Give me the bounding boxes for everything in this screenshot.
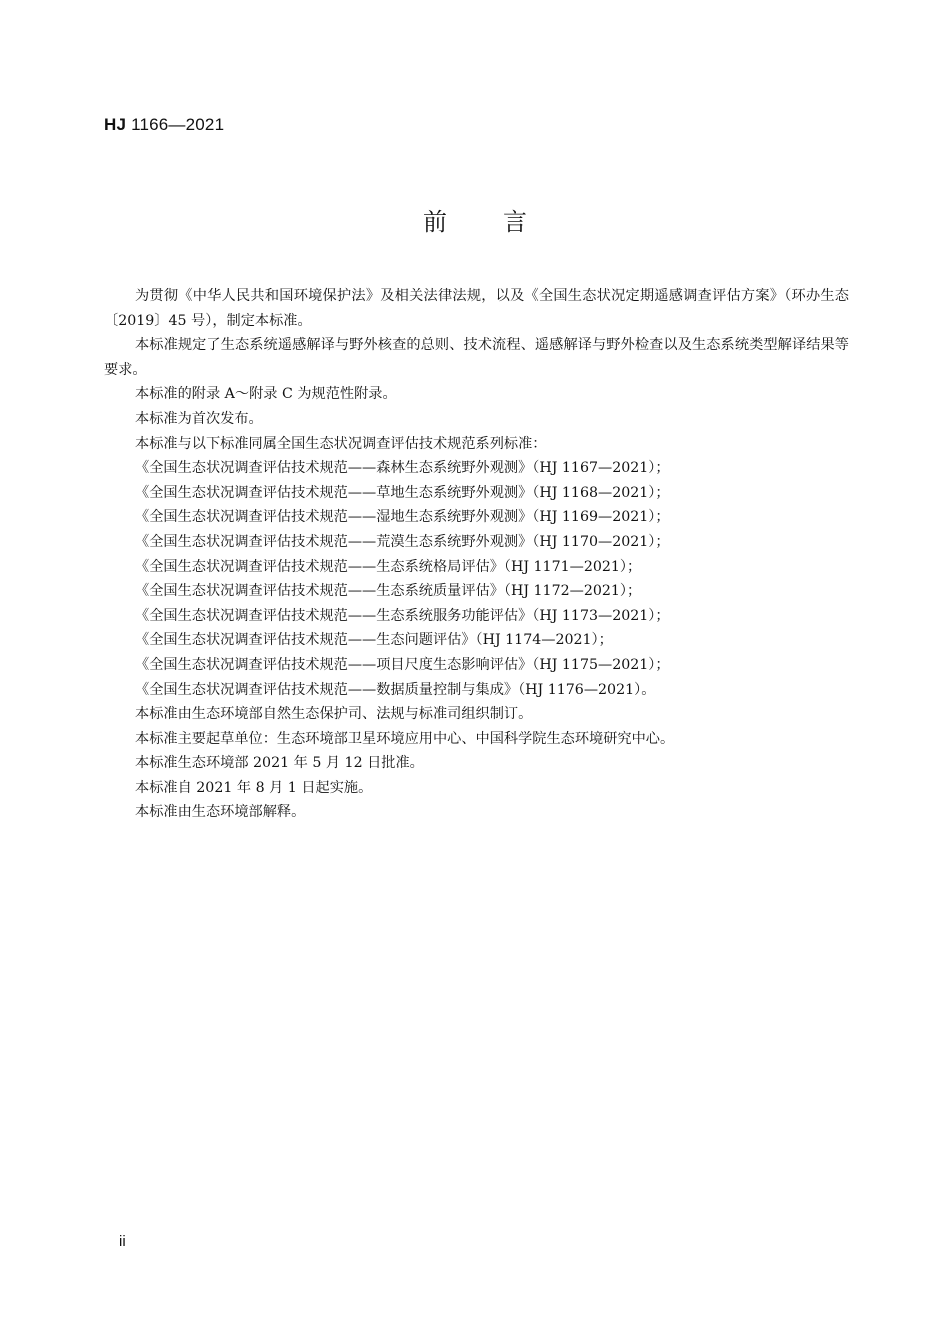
series-standard-item: 《全国生态状况调查评估技术规范——生态系统格局评估》（HJ 1171—2021）；	[135, 558, 642, 575]
document-code	[104, 115, 224, 135]
paragraph-organizer: 本标准由生态环境部自然生态保护司、法规与标准司组织制订。	[135, 706, 533, 723]
series-standard-item: 《全国生态状况调查评估技术规范——荒漠生态系统野外观测》（HJ 1170—2021）；	[135, 533, 670, 550]
paragraph-drafting-units: 本标准主要起草单位：生态环境部卫星环境应用中心、中国科学院生态环境研究中心。	[135, 730, 675, 747]
page-title: 前言	[423, 208, 583, 236]
paragraph-first-issue: 本标准为首次发布。	[135, 410, 263, 427]
series-standard-item: 《全国生态状况调查评估技术规范——生态问题评估》（HJ 1174—2021）；	[135, 632, 613, 649]
series-standard-item: 《全国生态状况调查评估技术规范——生态系统服务功能评估》（HJ 1173—2021）；	[135, 607, 670, 624]
paragraph-purpose: 为贯彻《中华人民共和国环境保护法》及相关法律法规，以及《全国生态状况定期遥感调查评估方案》（环办生态〔2019〕45 号），制定本标准。	[104, 288, 849, 329]
series-standard-item: 《全国生态状况调查评估技术规范——项目尺度生态影响评估》（HJ 1175—2021）；	[135, 656, 670, 673]
series-standard-item: 《全国生态状况调查评估技术规范——数据质量控制与集成》（HJ 1176—2021）。	[135, 681, 656, 698]
paragraph-annex: 本标准的附录 A～附录 C 为规范性附录。	[135, 386, 397, 403]
series-standard-item: 《全国生态状况调查评估技术规范——森林生态系统野外观测》（HJ 1167—2021）；	[135, 460, 670, 477]
document-code-number: 1166—2021	[126, 115, 225, 134]
foreword-body	[104, 284, 849, 825]
page-number: ii	[119, 1233, 126, 1250]
paragraph-series-intro: 本标准与以下标准同属全国生态状况调查评估技术规范系列标准：	[135, 435, 547, 452]
series-standard-item: 《全国生态状况调查评估技术规范——生态系统质量评估》（HJ 1172—2021）；	[135, 583, 642, 600]
series-standard-item: 《全国生态状况调查评估技术规范——草地生态系统野外观测》（HJ 1168—2021）；	[135, 484, 670, 501]
paragraph-approval: 本标准生态环境部 2021 年 5 月 12 日批准。	[135, 755, 424, 772]
document-code-prefix: HJ	[104, 115, 127, 134]
paragraph-effective-date: 本标准自 2021 年 8 月 1 日起实施。	[135, 779, 373, 796]
paragraph-interpretation: 本标准由生态环境部解释。	[135, 804, 306, 821]
paragraph-scope: 本标准规定了生态系统遥感解译与野外核查的总则、技术流程、遥感解译与野外检查以及生态系统类型解译结果等要求。	[104, 337, 849, 378]
series-standard-item: 《全国生态状况调查评估技术规范——湿地生态系统野外观测》（HJ 1169—2021）；	[135, 509, 670, 526]
